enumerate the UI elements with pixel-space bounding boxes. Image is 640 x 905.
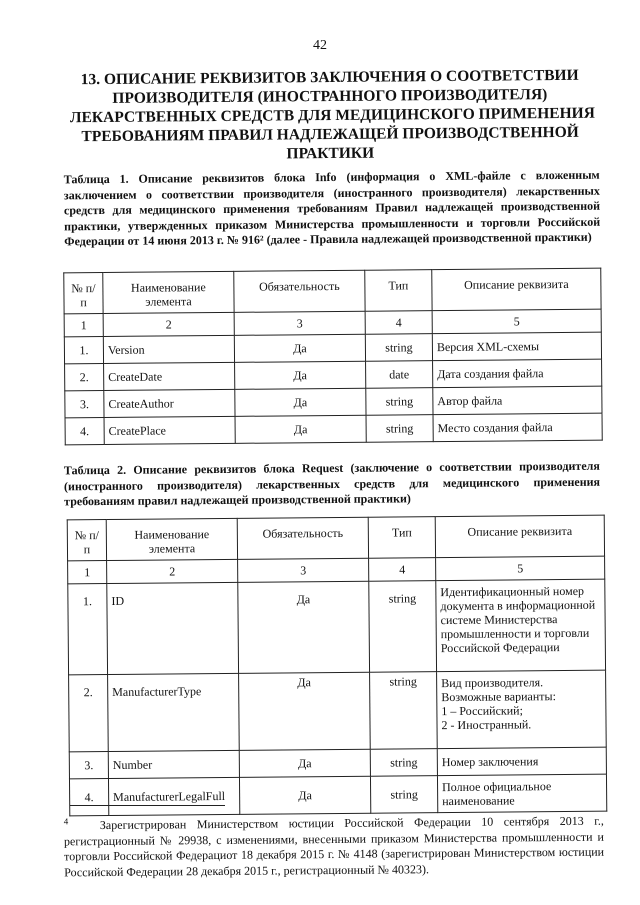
header-required: Обязательность bbox=[237, 517, 368, 559]
table-header-row bbox=[64, 268, 601, 314]
footnote-divider bbox=[70, 805, 225, 806]
row-type: string bbox=[366, 388, 433, 416]
row-number: 1. bbox=[64, 337, 103, 364]
table-header-row bbox=[67, 515, 604, 561]
row-description: Версия XML-схемы bbox=[432, 332, 601, 360]
row-number: 3. bbox=[65, 391, 104, 418]
row-required: Да bbox=[235, 415, 366, 443]
row-number: 4. bbox=[65, 418, 104, 445]
row-name: ID bbox=[107, 582, 239, 674]
row-number: 2. bbox=[69, 675, 109, 752]
row-description: Идентификационный номер документа в информационной системе Министерства промышленности и торговли Российской Федерации bbox=[436, 579, 606, 671]
description-line: 1 – Российский; bbox=[441, 703, 523, 719]
table2-caption: Таблица 2. Описание реквизитов блока Request (заключение о соответствии производителя (иностранного производителя) лекарственных средств для медицинского применения требованиям правил надлежащей производственной практики) bbox=[63, 458, 601, 509]
header-type: Тип bbox=[365, 270, 432, 312]
row-description: Автор файла bbox=[433, 386, 602, 414]
index-cell: 2 bbox=[103, 312, 234, 336]
row-required: Да bbox=[239, 672, 371, 750]
row-description bbox=[437, 670, 607, 748]
row-number: 4. bbox=[69, 778, 108, 815]
row-required: Да bbox=[238, 581, 370, 673]
row-name: CreatePlace bbox=[104, 416, 235, 444]
index-cell: 4 bbox=[365, 311, 432, 335]
index-cell: 1 bbox=[68, 561, 107, 584]
table-row bbox=[69, 670, 607, 752]
row-name: ManufacturerLegalFull bbox=[108, 777, 239, 815]
header-number: № п/п bbox=[64, 273, 103, 314]
row-required: Да bbox=[235, 388, 366, 416]
section-title bbox=[69, 66, 595, 166]
header-required: Обязательность bbox=[234, 270, 365, 312]
index-cell: 4 bbox=[369, 558, 436, 582]
row-required: Да bbox=[235, 361, 366, 389]
row-number: 1. bbox=[68, 584, 108, 675]
title-line: 13. ОПИСАНИЕ РЕКВИЗИТОВ ЗАКЛЮЧЕНИЯ О СООТВЕТСТВИИ bbox=[80, 66, 579, 89]
footnote-mark: 4 bbox=[63, 816, 69, 827]
row-name: CreateAuthor bbox=[104, 389, 235, 417]
footnote bbox=[64, 810, 605, 881]
row-type: string bbox=[370, 749, 437, 777]
row-number: 2. bbox=[65, 364, 104, 391]
index-cell: 5 bbox=[436, 556, 605, 580]
table1 bbox=[63, 268, 602, 446]
title-line: ТРЕБОВАНИЯМ ПРАВИЛ НАДЛЕЖАЩЕЙ ПРОИЗВОДСТВЕННОЙ bbox=[81, 123, 579, 146]
header-name: Наименование элемента bbox=[106, 518, 237, 560]
header-description: Описание реквизита bbox=[435, 515, 604, 557]
header-name: Наименование элемента bbox=[103, 271, 234, 313]
row-name: Version bbox=[103, 335, 234, 363]
footnote-text: Зарегистрирован Министерством юстиции Российской Федерации 10 сентября 2013 г., регистрационный № 29938, с изменениями, внесенными приказом Министерства промышленности и торговли Российской Федерациот 18 декабря 2015 г. № 4148 (зарегистрирован Министерством юстиции Российской Федерации 28 декабря 2015 г., регистрационный № 40323). bbox=[63, 813, 605, 879]
title-line: ЛЕКАРСТВЕННЫХ СРЕДСТВ ДЛЯ МЕДИЦИНСКОГО ПРИМЕНЕНИЯ bbox=[69, 104, 595, 127]
header-description: Описание реквизита bbox=[432, 268, 601, 310]
table-row bbox=[68, 579, 606, 675]
row-type: date bbox=[366, 361, 433, 389]
index-cell: 3 bbox=[238, 558, 369, 582]
header-number: № п/п bbox=[67, 520, 106, 561]
table2 bbox=[67, 515, 608, 817]
table1-caption: Таблица 1. Описание реквизитов блока Info (информация о XML-файле с вложенным заключением о соответствии производителя (иностранного производителя) лекарственных средств для медицинского применения требованиям Правил надлежащей производственной практики, утвержденных приказом Министерства промышленности и торговли Российской Федерации от 14 июня 2013 г. № 916² (далее - Правила надлежащей производственной практики) bbox=[63, 167, 601, 249]
description-line: Возможные варианты: bbox=[441, 689, 556, 705]
row-name: ManufacturerType bbox=[108, 673, 240, 751]
index-cell: 3 bbox=[234, 311, 365, 335]
header-type: Тип bbox=[368, 517, 435, 559]
title-line: ПРАКТИКИ bbox=[286, 144, 375, 163]
index-cell: 2 bbox=[107, 559, 238, 583]
row-required: Да bbox=[234, 334, 365, 362]
description-line: Вид производителя. bbox=[441, 675, 544, 691]
row-description: Номер заключения bbox=[437, 747, 606, 775]
row-description: Полное официальное наименование bbox=[437, 774, 606, 812]
table-row bbox=[65, 413, 602, 445]
row-required: Да bbox=[239, 776, 370, 814]
row-required: Да bbox=[239, 749, 370, 777]
row-type: string bbox=[365, 334, 432, 362]
row-description: Дата создания файла bbox=[433, 359, 602, 387]
index-cell: 5 bbox=[432, 309, 601, 333]
page-number: 42 bbox=[313, 38, 327, 53]
row-name: Number bbox=[108, 750, 239, 778]
row-number: 3. bbox=[69, 751, 108, 778]
description-line: 2 - Иностранный. bbox=[441, 717, 532, 733]
row-name: CreateDate bbox=[104, 362, 235, 390]
row-type: string bbox=[366, 415, 433, 443]
row-type: string bbox=[369, 581, 437, 673]
index-cell: 1 bbox=[64, 314, 103, 337]
row-description: Место создания файла bbox=[433, 413, 602, 441]
row-type: string bbox=[370, 776, 437, 814]
row-type: string bbox=[370, 672, 438, 750]
title-line: ПРОИЗВОДИТЕЛЯ (ИНОСТРАННОГО ПРОИЗВОДИТЕЛЯ) bbox=[112, 86, 548, 107]
